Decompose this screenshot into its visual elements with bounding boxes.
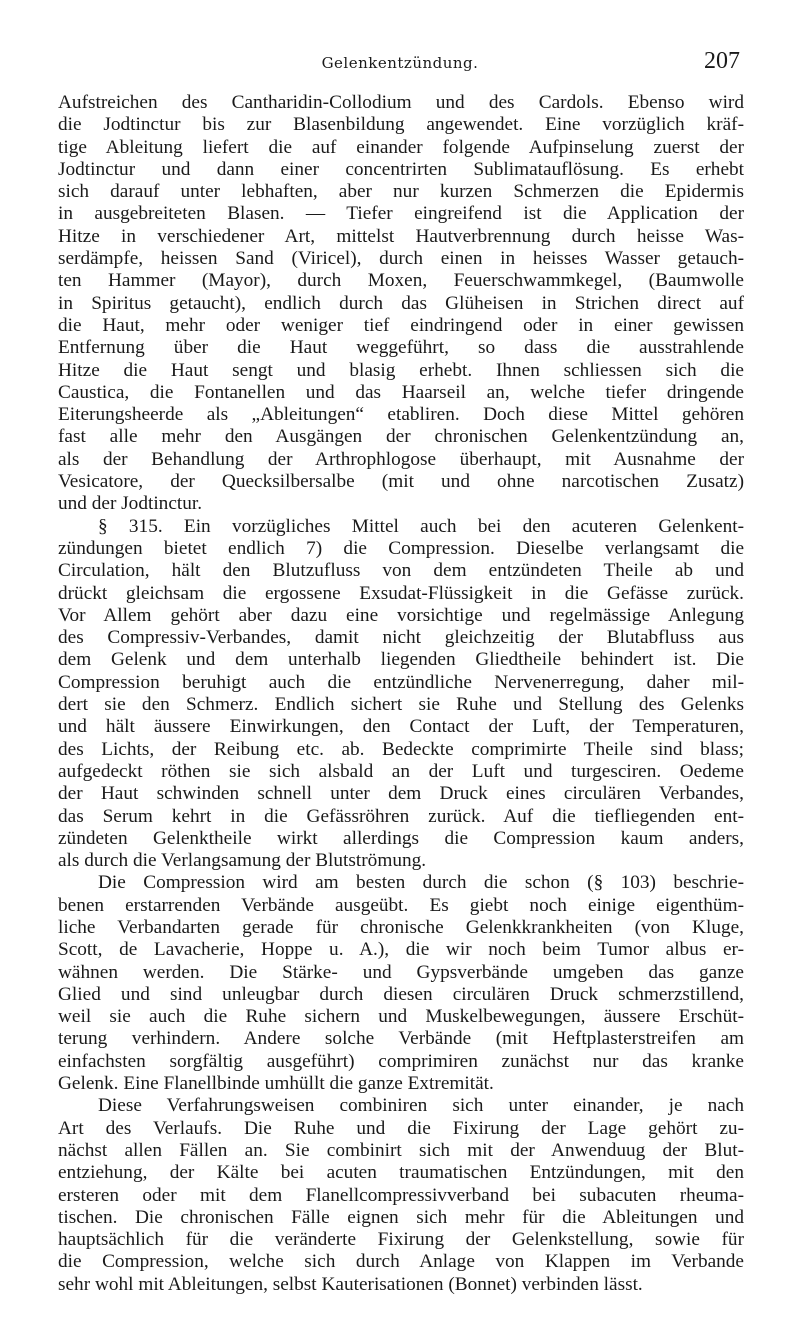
- paragraph: [58, 516, 744, 873]
- text-line: ersteren oder mit dem Flanellcompressivverband bei subacuten rheuma-: [58, 1184, 744, 1206]
- text-line: aufgedeckt röthen sie sich alsbald an der Luft und turgesciren. Oedeme: [58, 760, 744, 782]
- text-line: Gelenk. Eine Flanellbinde umhüllt die ganze Extremität.: [58, 1073, 494, 1095]
- text-line: Caustica, die Fontanellen und das Haarseil an, welche tiefer dringende: [58, 381, 744, 403]
- text-line: Compression beruhigt auch die entzündliche Nervenerregung, daher mil-: [58, 671, 744, 693]
- running-head: [60, 48, 740, 78]
- text-line: der Haut schwinden schnell unter dem Druck eines circulären Verbandes,: [58, 783, 744, 805]
- text-line: sehr wohl mit Ableitungen, selbst Kauterisationen (Bonnet) verbinden lässt.: [58, 1273, 643, 1295]
- text-line: entziehung, der Kälte bei acuten traumatischen Entzündungen, mit den: [58, 1162, 744, 1184]
- text-line: des Lichts, der Reibung etc. ab. Bedeckte comprimirte Theile sind blass;: [58, 738, 744, 760]
- text-line: die Jodtinctur bis zur Blasenbildung angewendet. Eine vorzüglich kräf-: [58, 114, 744, 136]
- text-line: tischen. Die chronischen Fälle eignen sich mehr für die Ableitungen und: [58, 1206, 744, 1228]
- text-line: Aufstreichen des Cantharidin-Collodium und des Cardols. Ebenso wird: [58, 92, 744, 113]
- text-line: dem Gelenk und dem unterhalb liegenden Gliedtheile behindert ist. Die: [58, 649, 744, 671]
- text-line: Glied und sind unleugbar durch diesen circulären Druck schmerzstillend,: [58, 983, 744, 1005]
- page-number: 207: [704, 48, 740, 74]
- paragraph: [58, 872, 744, 1095]
- text-line: terung verhindern. Andere solche Verbände (mit Heftplasterstreifen am: [58, 1028, 744, 1050]
- text-line: Entfernung über die Haut weggeführt, so dass die ausstrahlende: [58, 337, 744, 359]
- text-line: dert sie den Schmerz. Endlich sichert sie Ruhe und Stellung des Gelenks: [58, 694, 744, 716]
- text-line: Vor Allem gehört aber dazu eine vorsichtige und regelmässige Anlegung: [58, 604, 744, 626]
- text-line: liche Verbandarten gerade für chronische Gelenkkrankheiten (von Kluge,: [58, 916, 744, 938]
- text-line: hauptsächlich für die veränderte Fixirung der Gelenkstellung, sowie für: [58, 1229, 744, 1251]
- text-line: Diese Verfahrungsweisen combiniren sich unter einander, je nach: [98, 1095, 744, 1117]
- text-line: und der Jodtinctur.: [58, 493, 203, 515]
- text-line: ten Hammer (Mayor), durch Moxen, Feuerschwammkegel, (Baumwolle: [58, 270, 744, 292]
- text-line: Jodtinctur und dann einer concentrirten Sublimatauflösung. Es erhebt: [58, 158, 744, 180]
- text-line: und hält äussere Einwirkungen, den Contact der Luft, der Temperaturen,: [58, 716, 744, 738]
- text-line: Hitze in verschiedener Art, mittelst Hautverbrennung durch heisse Was-: [58, 225, 744, 247]
- text-line: Die Compression wird am besten durch die schon (§ 103) beschrie-: [98, 872, 744, 894]
- body-text: [58, 92, 744, 1296]
- text-line: serdämpfe, heissen Sand (Viricel), durch einen in heisses Wasser getauch-: [58, 248, 744, 270]
- text-line: einfachsten sorgfältig ausgeführt) comprimiren zunächst nur das kranke: [58, 1050, 744, 1072]
- text-line: als der Behandlung der Arthrophlogose überhaupt, mit Ausnahme der: [58, 448, 744, 470]
- text-line: Scott, de Lavacherie, Hoppe u. A.), die wir noch beim Tumor albus er-: [58, 939, 744, 961]
- paragraph: [58, 1095, 744, 1296]
- text-line: weil sie auch die Ruhe sichern und Muskelbewegungen, äussere Erschüt-: [58, 1006, 744, 1028]
- text-line: als durch die Verlangsamung der Blutströmung.: [58, 850, 427, 872]
- text-line: des Compressiv-Verbandes, damit nicht gleichzeitig der Blutabfluss aus: [58, 627, 744, 649]
- text-line: Circulation, hält den Blutzufluss von dem entzündeten Theile ab und: [58, 560, 744, 582]
- text-line: benen erstarrenden Verbände ausgeübt. Es giebt noch einige eigenthüm-: [58, 894, 744, 916]
- text-line: zündeten Gelenktheile wirkt allerdings die Compression kaum anders,: [58, 827, 744, 849]
- text-line: § 315. Ein vorzügliches Mittel auch bei den acuteren Gelenkent-: [98, 515, 744, 537]
- text-line: die Compression, welche sich durch Anlage von Klappen im Verbande: [58, 1251, 744, 1273]
- text-line: fast alle mehr den Ausgängen der chronischen Gelenkentzündung an,: [58, 426, 744, 448]
- text-line: das Serum kehrt in die Gefässröhren zurück. Auf die tiefliegenden ent-: [58, 805, 744, 827]
- text-line: zündungen bietet endlich 7) die Compression. Dieselbe verlangsamt die: [58, 537, 744, 559]
- text-line: in ausgebreiteten Blasen. — Tiefer eingreifend ist die Application der: [58, 203, 744, 225]
- text-line: sich darauf unter lebhaften, aber nur kurzen Schmerzen die Epidermis: [58, 181, 744, 203]
- text-line: in Spiritus getaucht), endlich durch das Glüheisen in Strichen direct auf: [58, 292, 744, 314]
- paragraph: [58, 92, 744, 516]
- text-line: Vesicatore, der Quecksilbersalbe (mit und ohne narcotischen Zusatz): [58, 471, 744, 493]
- text-line: die Haut, mehr oder weniger tief eindringend oder in einer gewissen: [58, 314, 744, 336]
- text-line: nächst allen Fällen an. Sie combinirt sich mit der Anwenduug der Blut-: [58, 1139, 744, 1161]
- text-line: wähnen werden. Die Stärke- und Gypsverbände umgeben das ganze: [58, 961, 744, 983]
- text-line: drückt gleichsam die ergossene Exsudat-Flüssigkeit in die Gefässe zurück.: [58, 582, 744, 604]
- text-line: Hitze die Haut sengt und blasig erhebt. Ihnen schliessen sich die: [58, 359, 744, 381]
- running-title: Gelenkentzündung.: [321, 54, 479, 72]
- text-line: Art des Verlaufs. Die Ruhe und die Fixirung der Lage gehört zu-: [58, 1117, 744, 1139]
- text-line: tige Ableitung liefert die auf einander folgende Aufpinselung zuerst der: [58, 136, 744, 158]
- text-line: Eiterungsheerde als „Ableitungen“ etabliren. Doch diese Mittel gehören: [58, 404, 744, 426]
